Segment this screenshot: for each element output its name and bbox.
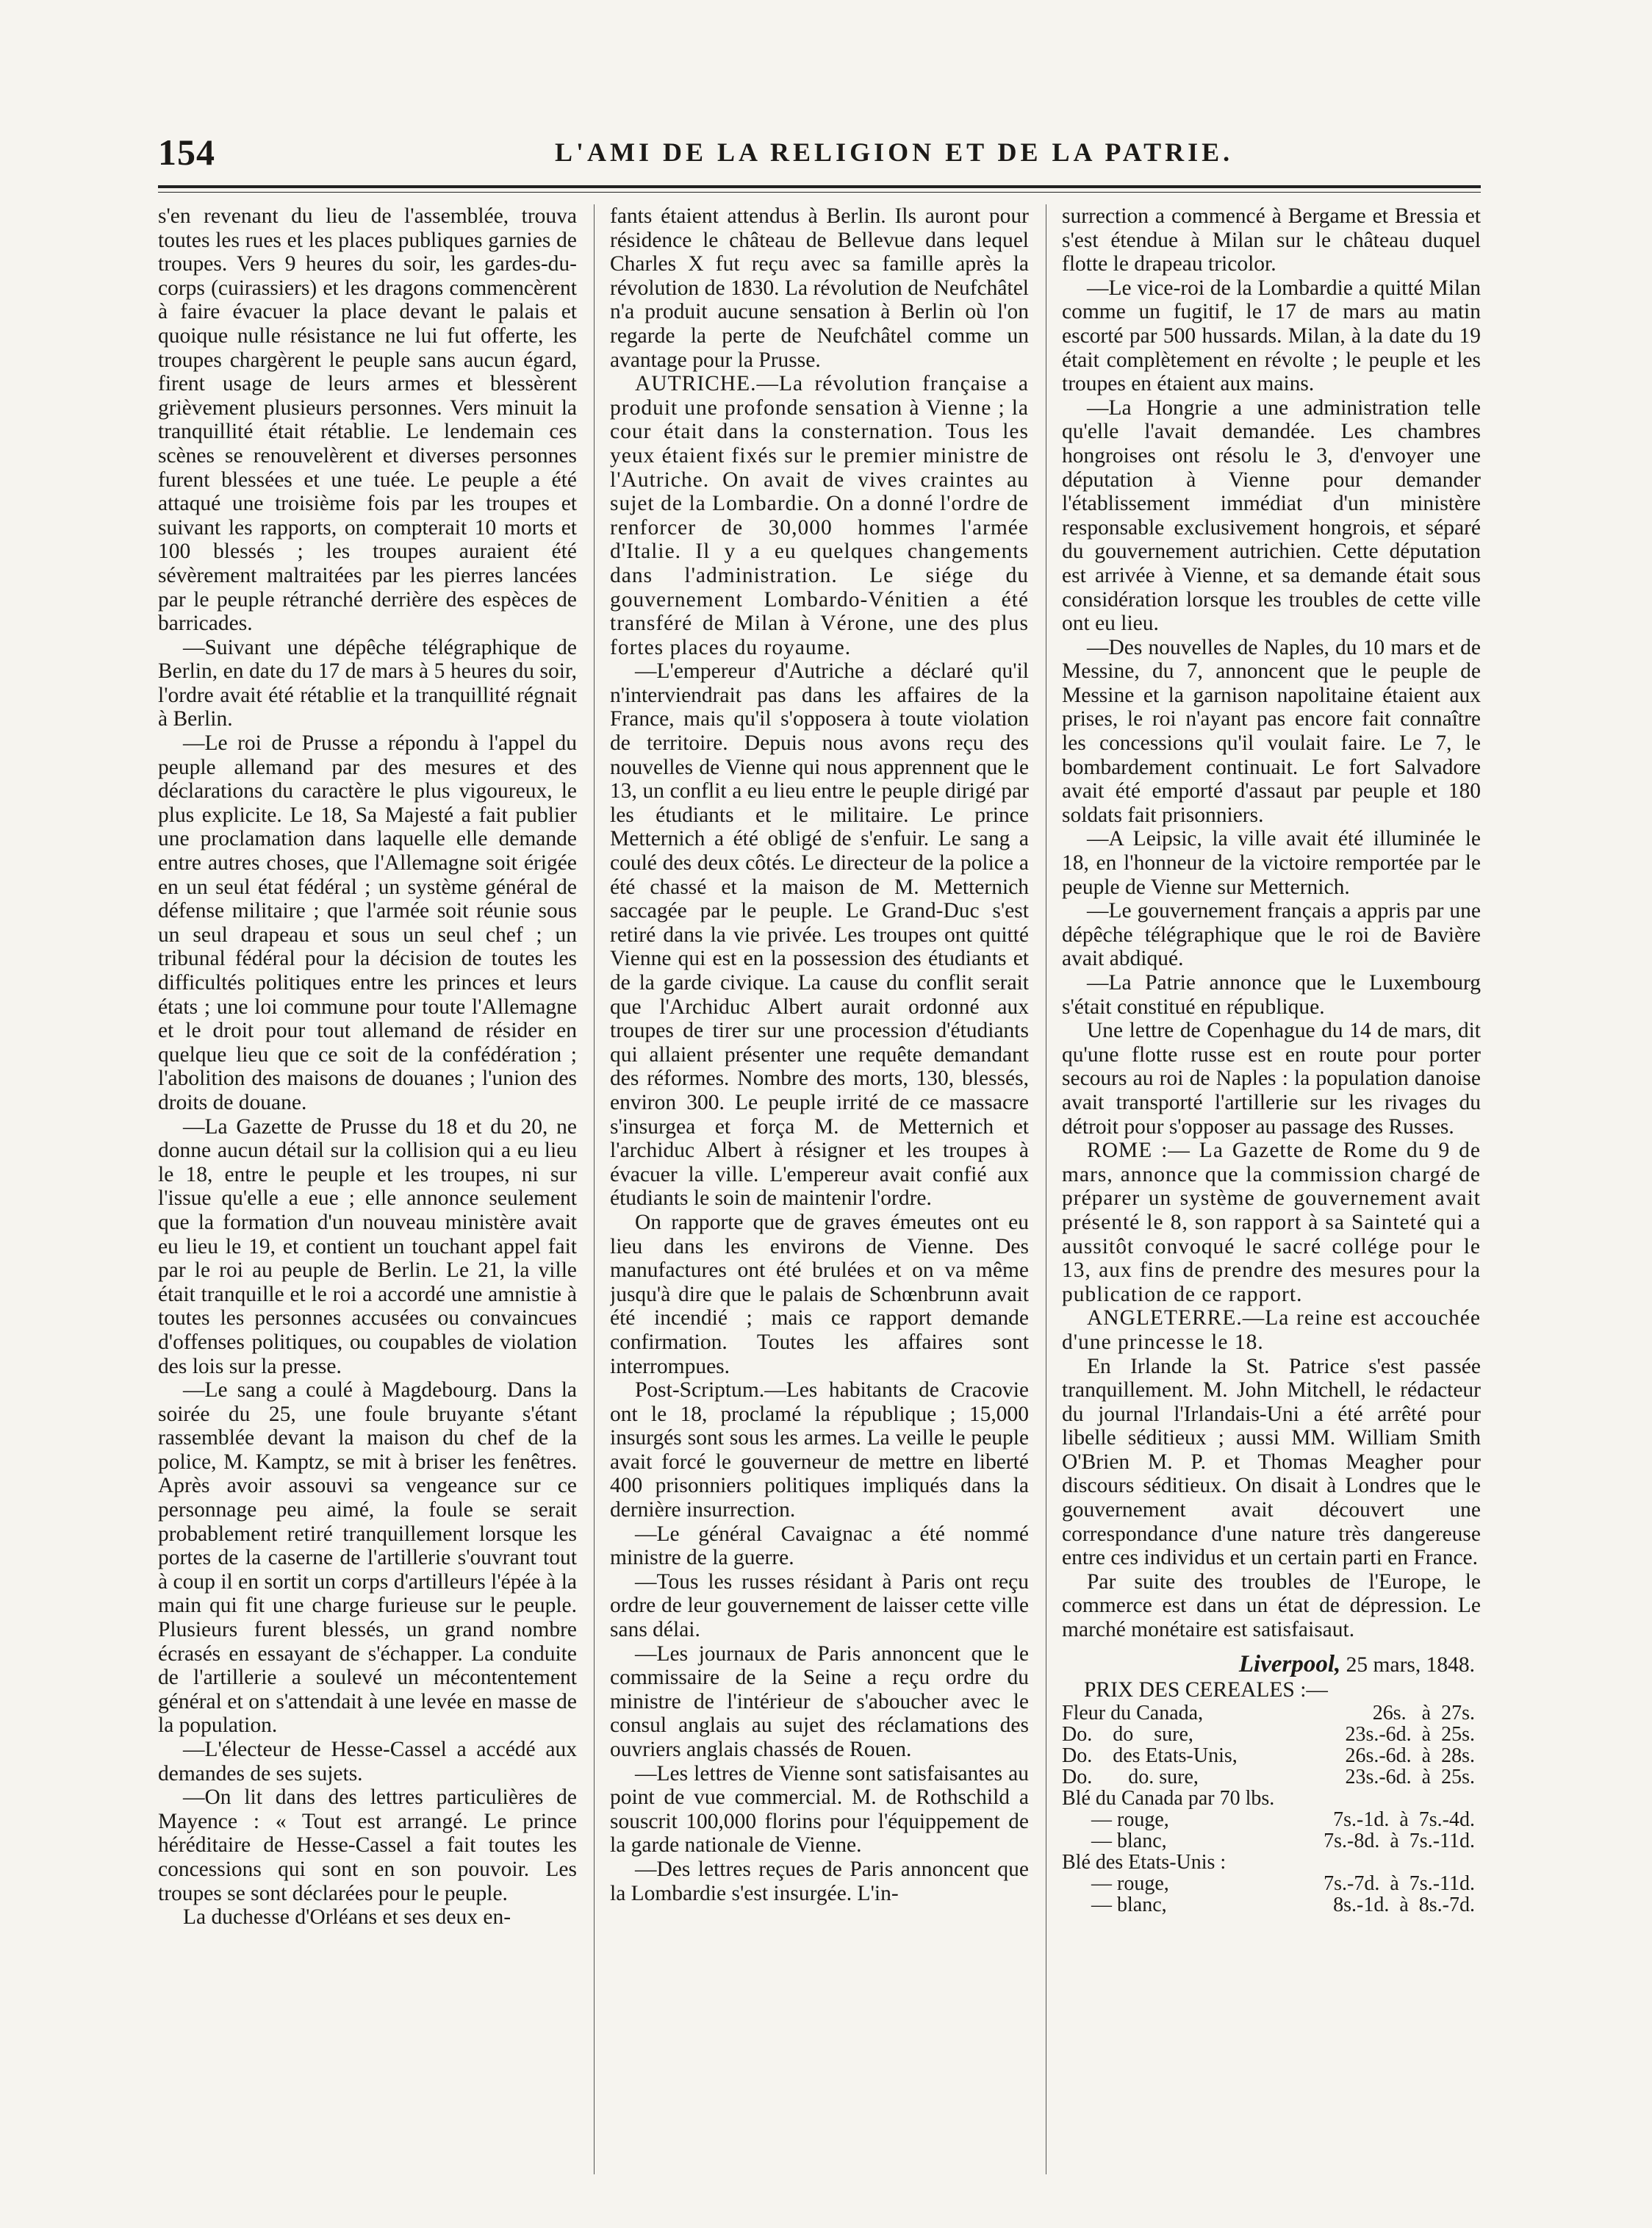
price-row: [1062, 1830, 1481, 1852]
running-title: L'AMI DE LA RELIGION ET DE LA PATRIE.: [555, 137, 1234, 167]
paragraph: En Irlande la St. Patrice s'est passée tranquillement. M. John Mitchell, le rédacteur du journal l'Irlandais-Uni a été arrêté pour libelle séditieux ; aussi MM. William Smith O'Brien M. P. et Thomas Meagher pour discours séditieux. On disait à Londres que le gouvernement avait découvert une correspondance d'une nature très dangereuse entre ces individus et un certain parti en France.: [1062, 1354, 1481, 1570]
price-value: [1475, 1788, 1481, 1809]
price-label: Fleur du Canada,: [1062, 1701, 1204, 1724]
paragraph: —Le vice-roi de la Lombardie a quitté Milan comme un fugitif, le 17 de mars au matin escorté par 500 hussards. Milan, à la date du 19 était complètement en révolte ; le peuple et les troupes en étaient aux mains.: [1062, 276, 1481, 396]
price-label: — blanc,: [1091, 1829, 1167, 1852]
column-separator: [594, 204, 595, 2174]
price-label: — rouge,: [1091, 1871, 1169, 1895]
price-row: [1062, 1702, 1481, 1724]
prices-title: PRIX DES CEREALES :—: [1084, 1678, 1328, 1702]
page-number: 154: [158, 132, 215, 173]
paragraph: —Les journaux de Paris annoncent que le commissaire de la Seine a reçu ordre du ministre de l'intérieur de s'aboucher avec le consul anglais au sujet des réclamations des ouvriers anglais chassés de Rouen.: [610, 1641, 1029, 1761]
paragraph: —L'électeur de Hesse-Cassel a accédé aux demandes de ses sujets.: [158, 1738, 577, 1785]
paragraph: —Le sang a coulé à Magdebourg. Dans la soirée du 25, une foule bruyante s'étant rassemblée devant la maison du chef de la police, M. Kamptz, se mit à briser les fenêtres. Après avoir assouvi sa vengeance sur ce personnage peu aimé, la foule se serait probablement retiré tranquillement lorsque les portes de la caserne de l'artillerie s'ouvrant tout à coup il en sortit un corps d'artilleurs l'épée à la main qui fit une charge furieuse sur le peuple. Plusieurs furent blessés, un grand nombre écrasés en essayant de s'échapper. La conduite de l'artillerie a soulevé un mécontentement général et on s'attendait à une levée en masse de la population.: [158, 1378, 577, 1738]
paragraph: —Tous les russes résidant à Paris ont reçu ordre de leur gouvernement de laisser cette ville sans délai.: [610, 1569, 1029, 1642]
paragraph: —A Leipsic, la ville avait été illuminée le 18, en l'honneur de la victoire remportée par le peuple de Vienne sur Metternich.: [1062, 827, 1481, 899]
section-austria: AUTRICHE.—La révolution française a produit une profonde sensation à Vienne ; la cour était dans la consternation. Tous les yeux étaient fixés sur le premier ministre de l'Autriche. On avait de vives craintes au sujet de la Lombardie. On a donné l'ordre de renforcer de 30,000 hommes l'armée d'Italie. Il y a eu quelques changements dans l'administration. Le siége du gouvernement Lombardo-Vénitien a été transféré de Milan à Vérone, une des plus fortes places du royaume.: [610, 372, 1029, 659]
price-label: Blé du Canada par 70 lbs.: [1062, 1786, 1275, 1810]
price-label: Do. des Etats-Unis,: [1062, 1744, 1238, 1767]
price-row: [1062, 1809, 1481, 1830]
price-value: 23s.-6d. à 25s.: [1345, 1722, 1475, 1746]
price-row: [1062, 1852, 1481, 1873]
paragraph: —Le roi de Prusse a répondu à l'appel du peuple allemand par des mesures et des déclarations du caractère le plus vigoureux, le plus explicite. Le 18, Sa Majesté a fait publier une proclamation dans laquelle elle demande entre autres choses, que l'Allemagne soit érigée en un seul état fédéral ; un système général de défense militaire ; que l'armée soit réunie sous un seul drapeau et sous un seul chef ; un tribunal fédéral pour la décision de toutes les difficultés politiques entre les princes et leurs états ; une loi commune pour toute l'Allemagne et le droit pour tout allemand de résider en quelque lieu que ce soit de la confédération ; l'abolition des maisons de douanes ; l'union des droits de douane.: [158, 731, 577, 1114]
price-value: 8s.-1d. à 8s.-7d.: [1333, 1893, 1475, 1916]
price-value: 7s.-7d. à 7s.-11d.: [1324, 1871, 1475, 1895]
paragraph: —Des lettres reçues de Paris annoncent que la Lombardie s'est insurgée. L'in-: [610, 1857, 1029, 1905]
price-value: 7s.-1d. à 7s.-4d.: [1333, 1808, 1475, 1831]
paragraph: —On lit dans des lettres particulières de Mayence : « Tout est arrangé. Le prince héréditaire de Hesse-Cassel a fait toutes les concessions qui sont en son pouvoir. Les troupes se sont déclarées pour le peuple.: [158, 1785, 577, 1905]
price-row: [1062, 1766, 1481, 1788]
section-england: ANGLETERRE.—La reine est accouchée d'une princesse le 18.: [1062, 1306, 1481, 1354]
price-table: [1062, 1702, 1481, 1916]
price-value: 26s.-6d. à 28s.: [1345, 1744, 1475, 1767]
price-label: Do. do sure,: [1062, 1722, 1193, 1746]
section-rome: ROME :— La Gazette de Rome du 9 de mars, annonce que la commission chargé de préparer un système de gouvernement avait présenté le 8, son rapport à sa Sainteté qui a aussitôt convoqué le sacré collége pour le 13, aux fins de prendre des mesures pour la publication de ce rapport.: [1062, 1139, 1481, 1306]
paragraph: —La Patrie annonce que le Luxembourg s'était constitué en république.: [1062, 971, 1481, 1019]
market-city: Liverpool,: [1238, 1650, 1341, 1677]
column-1: [158, 204, 577, 2174]
text-columns: [158, 204, 1481, 2174]
paragraph: surrection a commencé à Bergame et Bressia et s'est étendue à Milan sur le château duquel flotte le drapeau tricolor.: [1062, 204, 1481, 276]
price-value: 23s.-6d. à 25s.: [1345, 1765, 1475, 1788]
paragraph: —Le gouvernement français a appris par une dépêche télégraphique que le roi de Bavière avait abdiqué.: [1062, 899, 1481, 971]
price-row: [1062, 1745, 1481, 1766]
price-row: [1062, 1894, 1481, 1916]
price-label: — blanc,: [1091, 1893, 1167, 1916]
page-header: [158, 131, 1481, 182]
price-value: 7s.-8d. à 7s.-11d.: [1324, 1829, 1475, 1852]
price-value: [1475, 1852, 1481, 1873]
market-dateline: [1062, 1652, 1481, 1677]
column-2: [610, 204, 1029, 2174]
paragraph: Post-Scriptum.—Les habitants de Cracovie ont le 18, proclamé la république ; 15,000 insurgés sont sous les armes. La veille le peuple avait forcé le gouverneur de mettre en liberté 400 prisonniers politiques impliqués dans la dernière insurrection.: [610, 1378, 1029, 1522]
price-row: [1062, 1724, 1481, 1745]
paragraph: —La Gazette de Prusse du 18 et du 20, ne donne aucun détail sur la collision qui a eu lieu le 18, entre le peuple et les troupes, ni sur l'issue qu'elle a eue ; elle annonce seulement que la formation d'un nouveau ministère avait eu lieu le 19, et contient un touchant appel fait par le roi au peuple de Berlin. Le 21, la ville était tranquille et le roi a accordé une amnistie à toutes les personnes accusées ou convaincues d'offenses politiques, ou coupables de violation des lois sur la presse.: [158, 1114, 577, 1378]
price-value: 26s. à 27s.: [1372, 1701, 1475, 1724]
paragraph: fants étaient attendus à Berlin. Ils auront pour résidence le château de Bellevue dans lequel Charles X fut reçu avec sa famille après la révolution de 1830. La révolution de Neufchâtel n'a produit aucune sensation à Berlin où l'on regarde la perte de Neufchâtel comme un avantage pour la Prusse.: [610, 204, 1029, 372]
price-label: Do. do. sure,: [1062, 1765, 1199, 1788]
paragraph: s'en revenant du lieu de l'assemblée, trouva toutes les rues et les places publiques garnies de troupes. Vers 9 heures du soir, les gardes-du-corps (cuirassiers) et les dragons commencèrent à faire évacuer la place devant le palais et quoique nulle résistance ne lui fut offerte, les troupes chargèrent le peuple sans aucun égard, firent usage de leurs armes et blessèrent grièvement plusieurs personnes. Vers minuit la tranquillité était rétablie. Le lendemain ces scènes se renouvelèrent et diverses personnes furent blessées et une tuée. Le peuple a été attaqué une troisième fois par les troupes et suivant les rapports, on compterait 10 morts et 100 blessés ; les troupes auraient été sévèrement maltraitées par les pierres lancées par le peuple rétranché derrière des espèces de barricades.: [158, 204, 577, 636]
paragraph: Une lettre de Copenhague du 14 de mars, dit qu'une flotte russe est en route pour porter secours au roi de Naples : la population danoise avait transporté l'artillerie sur les rivages du détroit pour s'opposer au passage des Russes.: [1062, 1019, 1481, 1139]
paragraph: Par suite des troubles de l'Europe, le commerce est dans un état de dépression. Le marché monétaire est satisfaisaut.: [1062, 1569, 1481, 1642]
column-3: [1062, 204, 1481, 2174]
price-label: — rouge,: [1091, 1808, 1169, 1831]
paragraph: La duchesse d'Orléans et ses deux en-: [183, 1905, 511, 1930]
paragraph: —L'empereur d'Autriche a déclaré qu'il n'interviendrait pas dans les affaires de la France, mais qu'il s'opposera à toute violation de territoire. Depuis nous avons reçu des nouvelles de Vienne qui nous apprennent que le 13, un conflit a eu lieu entre le peuple dirigé par les étudiants et le militaire. Le prince Metternich a été obligé de s'enfuir. Le sang a coulé des deux côtés. Le directeur de la police a été chassé et la maison de M. Metternich saccagée par le peuple. Le Grand-Duc s'est retiré dans la vie privée. Les troupes ont quitté Vienne qui est en la possession des étudiants et de la garde civique. La cause du conflit serait que l'Archiduc Albert aurait ordonné aux troupes de tirer sur une procession d'étudiants qui allaient présenter une requête demandant des réformes. Nombre des morts, 130, blessés, environ 300. Le peuple irrité de ce massacre s'insurgea et força M. de Metternich et l'archiduc Albert à résigner et les troupes à évacuer la ville. L'empereur avait confié aux étudiants le soin de maintenir l'ordre.: [610, 659, 1029, 1211]
paragraph: —La Hongrie a une administration telle qu'elle l'avait demandée. Les chambres hongroises ont résolu le 3, d'envoyer une députation à Vienne pour demander l'établissement immédiat d'un ministère responsable exclusivement hongrois, et séparé du gouvernement autrichien. Cette députation est arrivée à Vienne, et sa demande était sous considération lorsque les troubles de cette ville ont eu lieu.: [1062, 395, 1481, 636]
paragraph: —Les lettres de Vienne sont satisfaisantes au point de vue commercial. M. de Rothschild a souscrit 100,000 florins pour l'équippement de la garde nationale de Vienne.: [610, 1761, 1029, 1858]
header-rule: [158, 185, 1481, 193]
market-date: 25 mars, 1848.: [1346, 1652, 1475, 1677]
price-label: Blé des Etats-Unis :: [1062, 1850, 1227, 1874]
paragraph: On rapporte que de graves émeutes ont eu lieu dans les environs de Vienne. Des manufactures ont été brulées et on va même jusqu'à dire que le palais de Schœnbrunn avait été incendié ; mais ce rapport demande confirmation. Toutes les affaires sont interrompues.: [610, 1210, 1029, 1378]
price-row: [1062, 1873, 1481, 1894]
paragraph: —Le général Cavaignac a été nommé ministre de la guerre.: [610, 1522, 1029, 1570]
paragraph: —Des nouvelles de Naples, du 10 mars et de Messine, du 7, annoncent que le peuple de Messine et la garnison napolitaine étaient aux prises, le roi n'ayant pas encore fait connaître les concessions qu'il voulait faire. Le 7, le bombardement continuait. Le fort Salvadore avait été emporté d'assaut par peuple et 180 soldats fait prisonniers.: [1062, 635, 1481, 827]
paragraph: —Suivant une dépêche télégraphique de Berlin, en date du 17 de mars à 5 heures du soir, l'ordre avait été rétablie et la tranquillité régnait à Berlin.: [158, 635, 577, 731]
price-row: [1062, 1788, 1481, 1809]
